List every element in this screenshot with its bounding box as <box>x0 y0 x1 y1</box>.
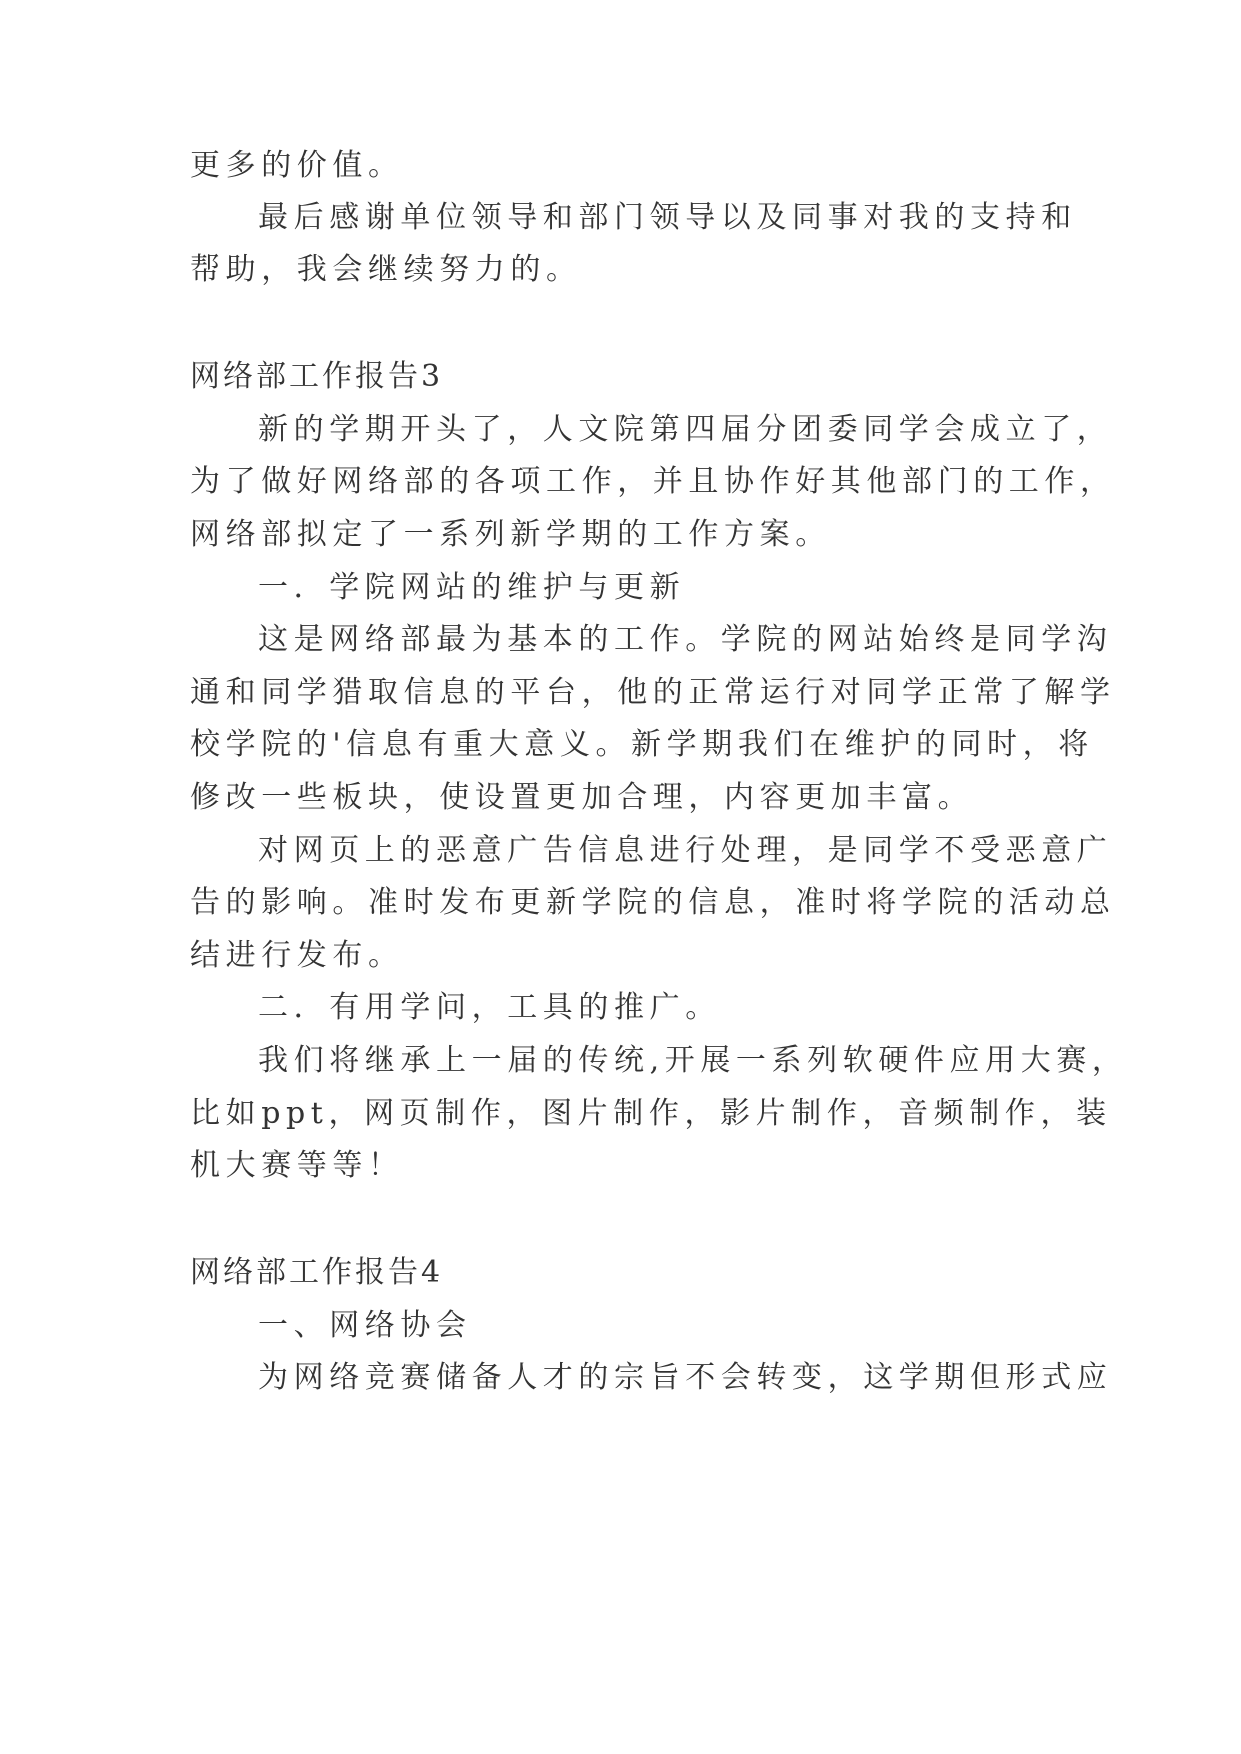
closing-paragraph-line: 最后感谢单位领导和部门领导以及同事对我的支持和 <box>258 200 1077 235</box>
report3-heading: 网络部工作报告3 <box>190 359 444 394</box>
report3-section1-para1-line: 这是网络部最为基本的工作。学院的网站始终是同学沟 <box>258 622 1113 657</box>
report3-section1-title: 一．学院网站的维护与更新 <box>258 570 686 605</box>
report3-section2-title: 二．有用学问，工具的推广。 <box>258 990 721 1025</box>
report3-section2-para-line: 机大赛等等！ <box>190 1148 404 1183</box>
report3-section1-para2-line: 对网页上的恶意广告信息进行处理，是同学不受恶意广 <box>258 833 1113 868</box>
report3-section1-para1-line: 校学院的'信息有重大意义。新学期我们在维护的同时，将 <box>190 727 1094 762</box>
report3-intro-line: 为了做好网络部的各项工作，并且协作好其他部门的工作， <box>190 464 1116 499</box>
report4-heading: 网络部工作报告4 <box>190 1255 444 1290</box>
report3-section2-para-line: 比如ppt，网页制作，图片制作，影片制作，音频制作，装 <box>190 1096 1112 1131</box>
report3-intro-line: 新的学期开头了，人文院第四届分团委同学会成立了， <box>258 412 1113 447</box>
paragraph-continuation-line: 更多的价值。 <box>190 148 404 183</box>
report3-section2-para-line: 我们将继承上一届的传统,开展一系列软硬件应用大赛， <box>258 1043 1128 1078</box>
report3-intro-line: 网络部拟定了一系列新学期的工作方案。 <box>190 517 831 552</box>
report4-section1-para-line: 为网络竞赛储备人才的宗旨不会转变，这学期但形式应 <box>258 1360 1113 1395</box>
report3-section1-para2-line: 告的影响。准时发布更新学院的信息，准时将学院的活动总 <box>190 885 1116 920</box>
report3-section1-para2-line: 结进行发布。 <box>190 938 404 973</box>
report3-section1-para1-line: 通和同学猎取信息的平台，他的正常运行对同学正常了解学 <box>190 675 1116 710</box>
report4-section1-title: 一、网络协会 <box>258 1308 472 1343</box>
closing-paragraph-line: 帮助，我会继续努力的。 <box>190 252 582 287</box>
report3-section1-para1-line: 修改一些板块，使设置更加合理，内容更加丰富。 <box>190 780 974 815</box>
